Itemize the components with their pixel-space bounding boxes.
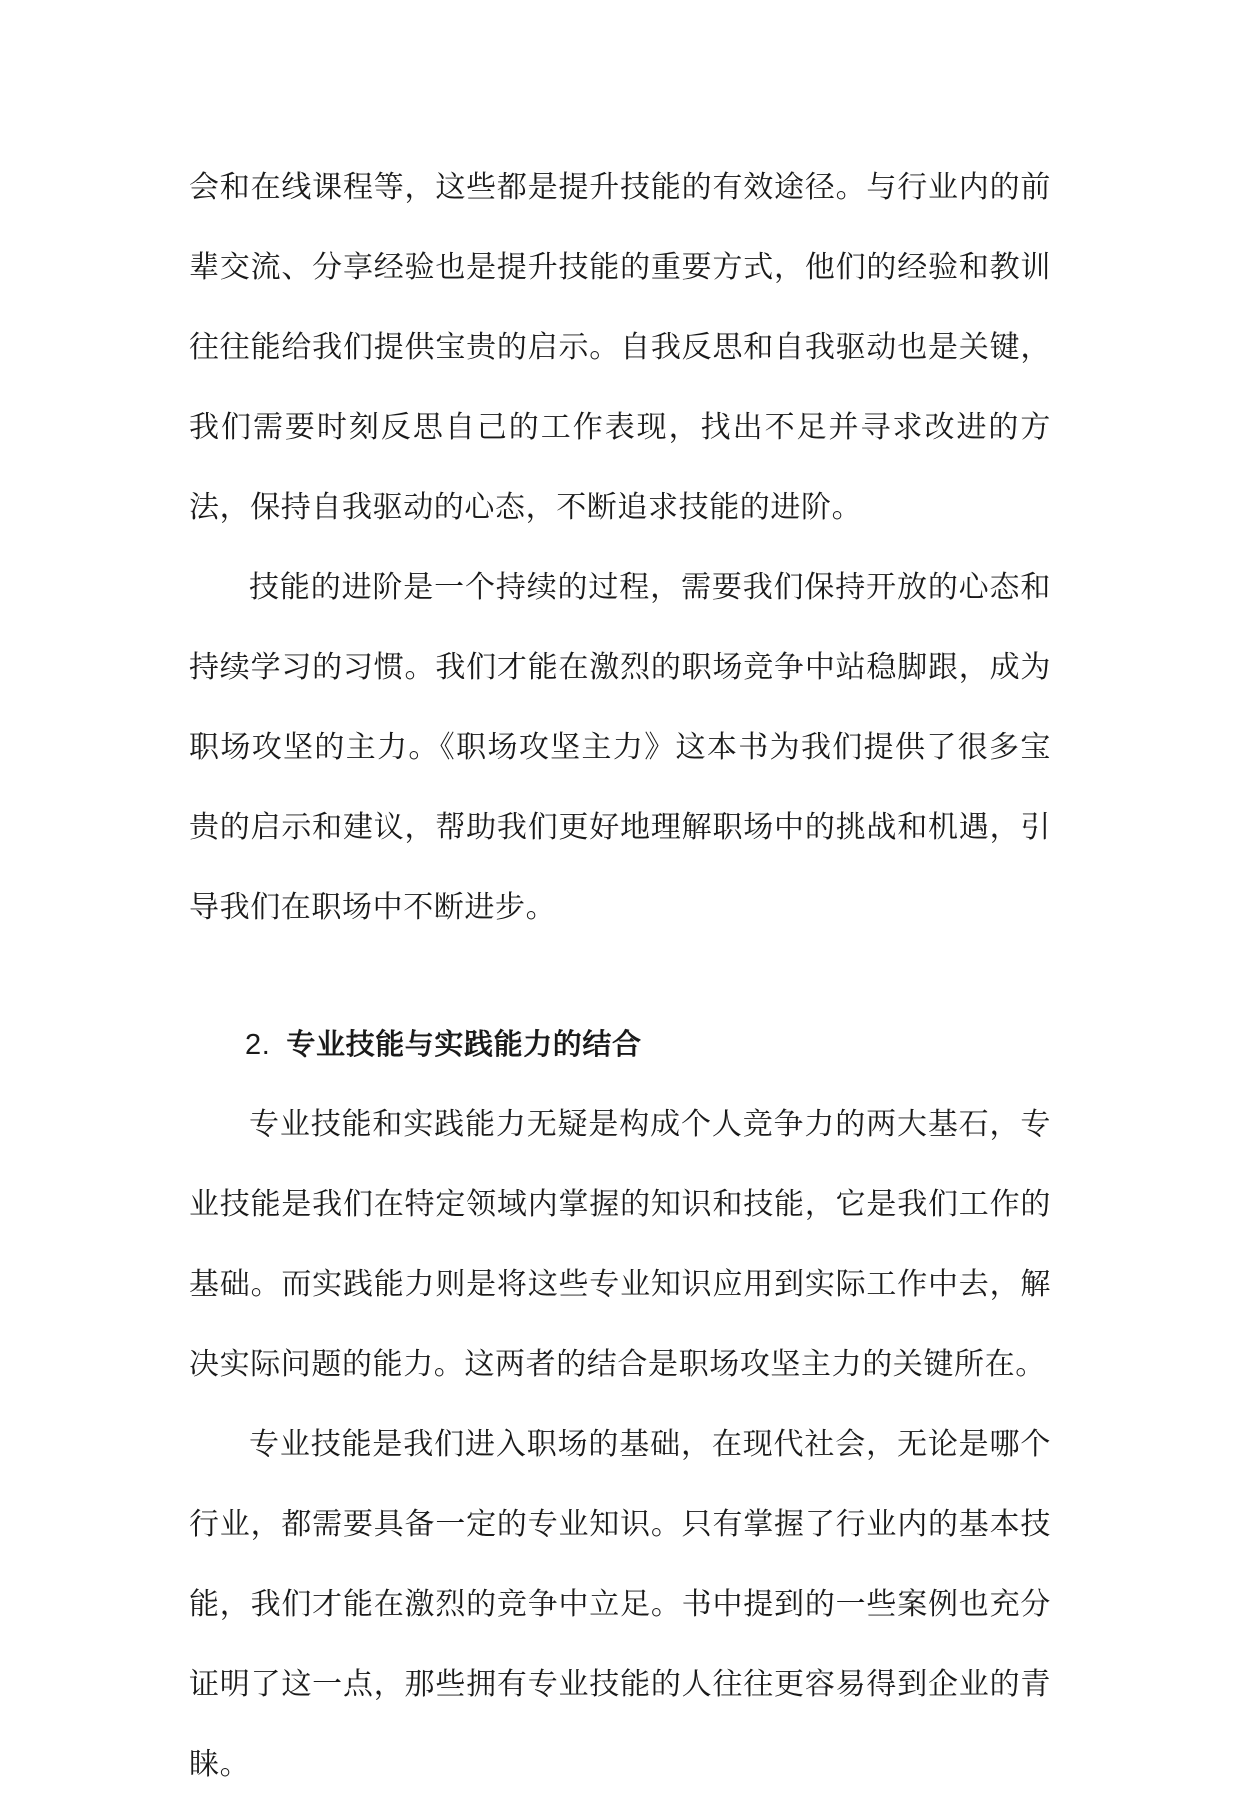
body-paragraph: 会和在线课程等，这些都是提升技能的有效途径。与行业内的前辈交流、分享经验也是提升技能的重要方式，他们的经验和教训往往能给我们提供宝贵的启示。自我反思和自我驱动也是关键，我们需要时刻反思自己的工作表现，找出不足并寻求改进的方法，保持自我驱动的心态，不断追求技能的进阶。 <box>189 170 1051 525</box>
body-paragraph: 专业技能和实践能力无疑是构成个人竞争力的两大基石，专业技能是我们在特定领域内掌握的知识和技能，它是我们工作的基础。而实践能力则是将这些专业知识应用到实际工作中去，解决实际问题的能力。这两者的结合是职场攻坚主力的关键所在。 <box>189 1107 1051 1382</box>
document-body <box>189 148 1051 1805</box>
section-title: 专业技能与实践能力的结合 <box>286 1027 642 1061</box>
section-number: 2. <box>245 1029 271 1061</box>
body-paragraph: 专业技能是我们进入职场的基础，在现代社会，无论是哪个行业，都需要具备一定的专业知识。只有掌握了行业内的基本技能，我们才能在激烈的竞争中立足。书中提到的一些案例也充分证明了这一点，那些拥有专业技能的人往往更容易得到企业的青睐。 <box>189 1427 1051 1782</box>
body-paragraph: 技能的进阶是一个持续的过程，需要我们保持开放的心态和持续学习的习惯。我们才能在激烈的职场竞争中站稳脚跟，成为职场攻坚的主力。《职场攻坚主力》这本书为我们提供了很多宝贵的启示和建议，帮助我们更好地理解职场中的挑战和机遇，引导我们在职场中不断进步。 <box>189 570 1051 925</box>
section-heading <box>189 1004 1051 1085</box>
